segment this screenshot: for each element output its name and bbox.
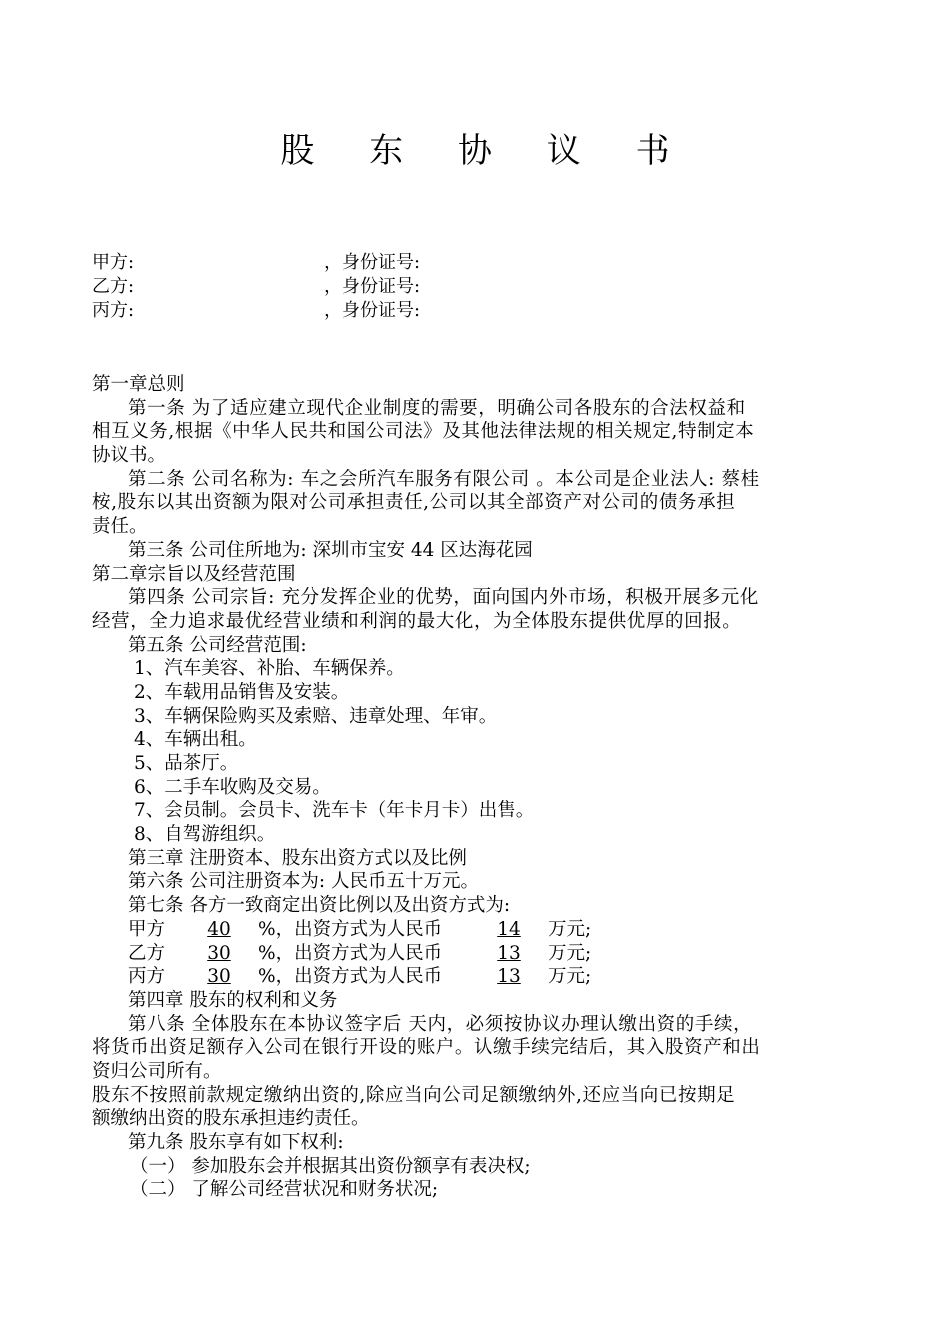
party-id-label: ，身份证号: xyxy=(324,252,421,273)
capital-percent: 40 xyxy=(207,918,231,940)
article-line: 额缴纳出资的股东承担违约责任。 xyxy=(92,1108,370,1130)
capital-percent: 30 xyxy=(207,942,231,964)
article-line: 第六条 公司注册资本为: 人民币五十万元。 xyxy=(128,871,479,893)
party-name: 乙方: xyxy=(92,276,135,297)
list-item: 1、汽车美容、补胎、车辆保养。 xyxy=(134,658,405,680)
list-item: （二） 了解公司经营状况和财务状况; xyxy=(130,1179,439,1201)
party-row xyxy=(92,275,792,299)
capital-unit: 万元; xyxy=(548,966,592,988)
article-line: 第三条 公司住所地为: 深圳市宝安 44 区达海花园 xyxy=(128,539,533,561)
capital-method: %，出资方式为人民币 xyxy=(258,942,443,964)
article-line: 经营，全力追求最优经营业绩和利润的最大化，为全体股东提供优厚的回报。 xyxy=(92,610,742,632)
party-name: 甲方: xyxy=(92,252,135,273)
party-row xyxy=(92,299,792,323)
capital-method: %，出资方式为人民币 xyxy=(258,966,443,988)
list-item: 6、二手车收购及交易。 xyxy=(134,776,331,798)
list-item: 8、自驾游组织。 xyxy=(134,824,276,846)
capital-percent: 30 xyxy=(207,966,231,988)
article-line: 第八条 全体股东在本协议签字后 天内，必须按协议办理认缴出资的手续， xyxy=(128,1013,753,1035)
capital-row xyxy=(92,918,862,942)
article-line: 资归公司所有。 xyxy=(92,1060,222,1082)
article-line: 第一条 为了适应建立现代企业制度的需要，明确公司各股东的合法权益和 xyxy=(128,397,746,419)
article-line: 第九条 股东享有如下权利: xyxy=(128,1132,344,1153)
list-item: （一） 参加股东会并根据其出资份额享有表决权; xyxy=(130,1155,531,1177)
capital-row xyxy=(92,965,862,989)
parties-block xyxy=(92,251,792,323)
chapter-heading: 第二章宗旨以及经营范围 xyxy=(92,563,296,585)
article-line: 责任。 xyxy=(92,516,148,538)
chapter-heading: 第三章 注册资本、股东出资方式以及比例 xyxy=(128,847,467,869)
article-line: 协议书。 xyxy=(92,445,167,467)
list-item: 4、车辆出租。 xyxy=(134,729,257,751)
capital-unit: 万元; xyxy=(548,942,592,964)
list-item: 7、会员制。会员卡、洗车卡（年卡月卡）出售。 xyxy=(134,800,535,822)
article-line: 第七条 各方一致商定出资比例以及出资方式为: xyxy=(128,895,511,917)
party-name: 丙方: xyxy=(92,300,135,321)
list-item: 2、车载用品销售及安装。 xyxy=(134,681,350,703)
chapter-heading: 第四章 股东的权利和义务 xyxy=(128,989,338,1011)
list-item: 5、品茶厅。 xyxy=(134,753,239,774)
article-line: 将货币出资足额存入公司在银行开设的账户。认缴手续完结后，其入股资产和出 xyxy=(92,1037,761,1059)
party-row xyxy=(92,251,792,275)
capital-method: %，出资方式为人民币 xyxy=(258,918,443,940)
capital-unit: 万元; xyxy=(548,918,592,940)
capital-row xyxy=(92,942,862,966)
list-item: 3、车辆保险购买及索赔、违章处理、年审。 xyxy=(134,705,498,727)
article-line: 股东不按照前款规定缴纳出资的,除应当向公司足额缴纳外,还应当向已按期足 xyxy=(92,1084,736,1106)
article-line: 第二条 公司名称为: 车之会所汽车服务有限公司 。本公司是企业法人: 蔡桂 xyxy=(128,468,760,490)
article-line: 桉,股东以其出资额为限对公司承担责任,公司以其全部资产对公司的债务承担 xyxy=(92,492,736,514)
article-line: 第五条 公司经营范围: xyxy=(128,634,307,656)
capital-amount: 14 xyxy=(497,918,521,940)
document-body xyxy=(92,373,862,1202)
party-id-label: ，身份证号: xyxy=(324,276,421,297)
party-id-label: ，身份证号: xyxy=(324,300,421,321)
article-line: 第四条 公司宗旨: 充分发挥企业的优势，面向国内外市场，积极开展多元化 xyxy=(128,587,759,609)
capital-party: 丙方 xyxy=(128,966,166,988)
capital-party: 乙方 xyxy=(128,942,166,964)
article-line: 相互义务,根据《中华人民共和国公司法》及其他法律法规的相关规定,特制定本 xyxy=(92,421,755,443)
document-title: 股 东 协 议 书 xyxy=(280,131,692,171)
capital-party: 甲方 xyxy=(128,918,166,940)
chapter-heading: 第一章总则 xyxy=(92,374,185,395)
capital-amount: 13 xyxy=(497,942,521,964)
capital-amount: 13 xyxy=(497,966,521,988)
